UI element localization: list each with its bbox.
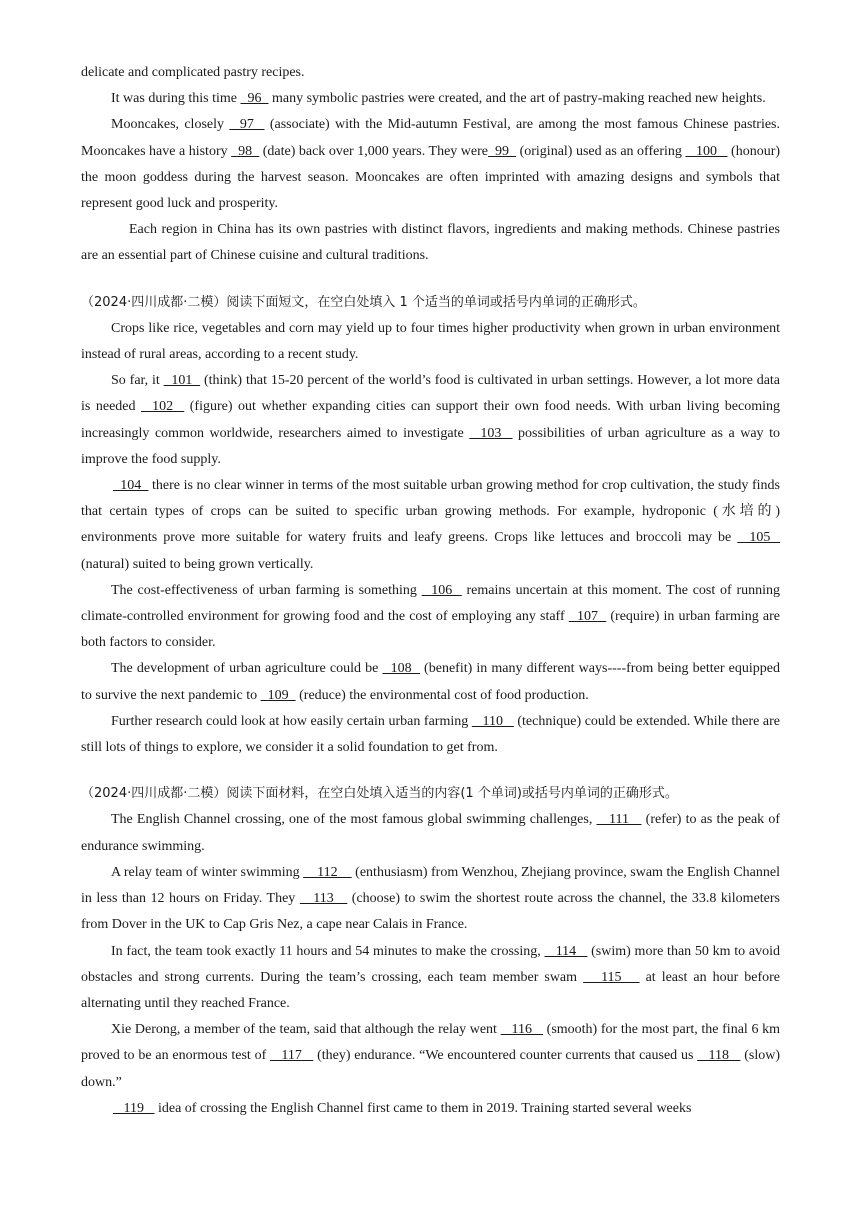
text: (original) used as an offering [516,143,686,159]
text: (slow) down.” [81,1048,780,1090]
text: possibilities of urban agriculture as a way to improve the food supply. [81,425,780,467]
text: (technique) could be extended. While there are still lots of things to explore, we consider it a solid foundation to get from. [81,713,780,756]
text: idea of crossing the English Channel first came to them in 2019. Training started several weeks [154,1100,692,1116]
text: (choose) to swim the shortest route across the channel, the 33.8 kilometers from Dover in the UK to Cap Gris Nez, a cape near Calais in France. [81,891,781,933]
text: (think) that 15-20 percent of the world’s food is cultivated in urban settings. However, a lot more data is needed [81,373,781,415]
paragraph: delicate and complicated pastry recipes. [81,65,305,80]
blank-114: 114 [544,943,588,959]
blank-116: 116 [500,1022,543,1038]
text: So far, it [111,373,164,389]
blank-101: 101 [163,373,201,389]
text: (refer) to as the peak of endurance swimming. [81,812,780,854]
blank-102: 102 [141,399,185,415]
paragraph [81,578,780,657]
blank-109: 109 [260,687,296,703]
text: (figure) out whether expanding cities can support their own food needs. With urban living becoming increasingly common worldwide, researchers aimed to investigate [81,399,781,441]
blank-99: 99 [488,143,517,159]
document-page [81,60,780,1122]
text: remains uncertain at this moment. The cost of running climate-controlled environment for growing food and the cost of employing any staff [81,582,780,625]
blank-111: 111 [596,812,642,828]
paragraph [81,1017,780,1096]
blank-113: 113 [299,891,348,907]
text: (reduce) the environmental cost of food production. [295,687,589,703]
text: Further research could look at how easily certain urban farming [111,713,472,729]
section-heading: （2024·四川成都·二模）阅读下面材料，在空白处填入适当的内容(1 个单词)或括号内单词的正确形式。 [81,786,678,802]
text: (date) back over 1,000 years. They were [259,143,489,159]
paragraph [81,112,780,217]
paragraph: Crops like rice, vegetables and corn may yield up to four times higher productivity when grown in urban environment instead of rural areas, according to a recent study. [81,320,780,363]
text: there is no clear winner in terms of the most suitable urban growing method for crop cultivation, the study finds that certain types of crops can be suited to specific urban growing methods. For example, hydroponic (水培的) environments prove more suitable for watery fruits and leafy greens. Crops like lettuces and broccoli may be [81,478,780,546]
paragraph [81,368,780,473]
blank-97: 97 [229,117,265,133]
text: at least an hour before alternating until they reached France. [81,969,780,1011]
paragraph [81,807,780,859]
text: Mooncakes, closely [111,117,230,133]
blank-118: 118 [697,1048,741,1064]
paragraph [81,709,780,761]
text: (swim) more than 50 km to avoid obstacles and strong currents. During the team’s crossing, each team member swam [81,943,781,985]
blank-103: 103 [469,425,513,441]
text: (they) endurance. “We encountered counter currents that caused us [313,1048,698,1064]
text: (honour) the moon goddess during the harvest season. Mooncakes are often imprinted with amazing designs and symbols that represent good luck and prosperity. [81,143,781,212]
blank-110: 110 [471,713,514,729]
text: (enthusiasm) from Wenzhou, Zhejiang province, swam the English Channel in less than 12 hours on Friday. They [81,864,780,907]
section-heading: （2024·四川成都·二模）阅读下面短文，在空白处填入 1 个适当的单词或括号内单词的正确形式。 [81,294,646,310]
text: A relay team of winter swimming [111,864,304,880]
blank-112: 112 [303,864,352,880]
text: In fact, the team took exactly 11 hours and 54 minutes to make the crossing, [111,943,545,959]
paragraph [81,473,780,578]
blank-119: 119 [113,1100,155,1116]
blank-117: 117 [270,1048,314,1064]
blank-96: 96 [240,91,269,107]
text: It was during this time [111,91,241,107]
paragraph [81,860,780,939]
text: (natural) suited to being grown vertically. [81,556,314,572]
text: The cost-effectiveness of urban farming is something [111,582,422,598]
text: (benefit) in many different ways----from being better equipped to survive the next pandemic to [81,661,780,703]
paragraph [81,1096,780,1122]
blank-106: 106 [421,582,462,598]
blank-104: 104 [113,478,149,494]
text: many symbolic pastries were created, and the art of pastry-making reached new heights. [268,91,766,107]
blank-115: 115 [583,969,640,985]
paragraph [81,656,780,708]
text: (require) in urban farming are both factors to consider. [81,609,781,651]
paragraph: Each region in China has its own pastries with distinct flavors, ingredients and making methods. Chinese pastries are an essential part of Chinese cuisine and cultural traditions. [81,222,780,264]
blank-107: 107 [568,609,607,625]
text: The development of urban agriculture could be [111,661,383,677]
paragraph [81,939,780,1018]
paragraph [81,86,780,112]
text: The English Channel crossing, one of the most famous global swimming challenges, [111,812,597,828]
text: Xie Derong, a member of the team, said that although the relay went [111,1022,501,1038]
blank-98: 98 [231,143,260,159]
text: (associate) with the Mid-autumn Festival, are among the most famous Chinese pastries. Mooncakes have a history [81,117,781,159]
blank-100: 100 [685,143,728,159]
text: (smooth) for the most part, the final 6 km proved to be an enormous test of [81,1022,781,1064]
blank-105: 105 [737,530,780,546]
blank-108: 108 [382,661,420,677]
